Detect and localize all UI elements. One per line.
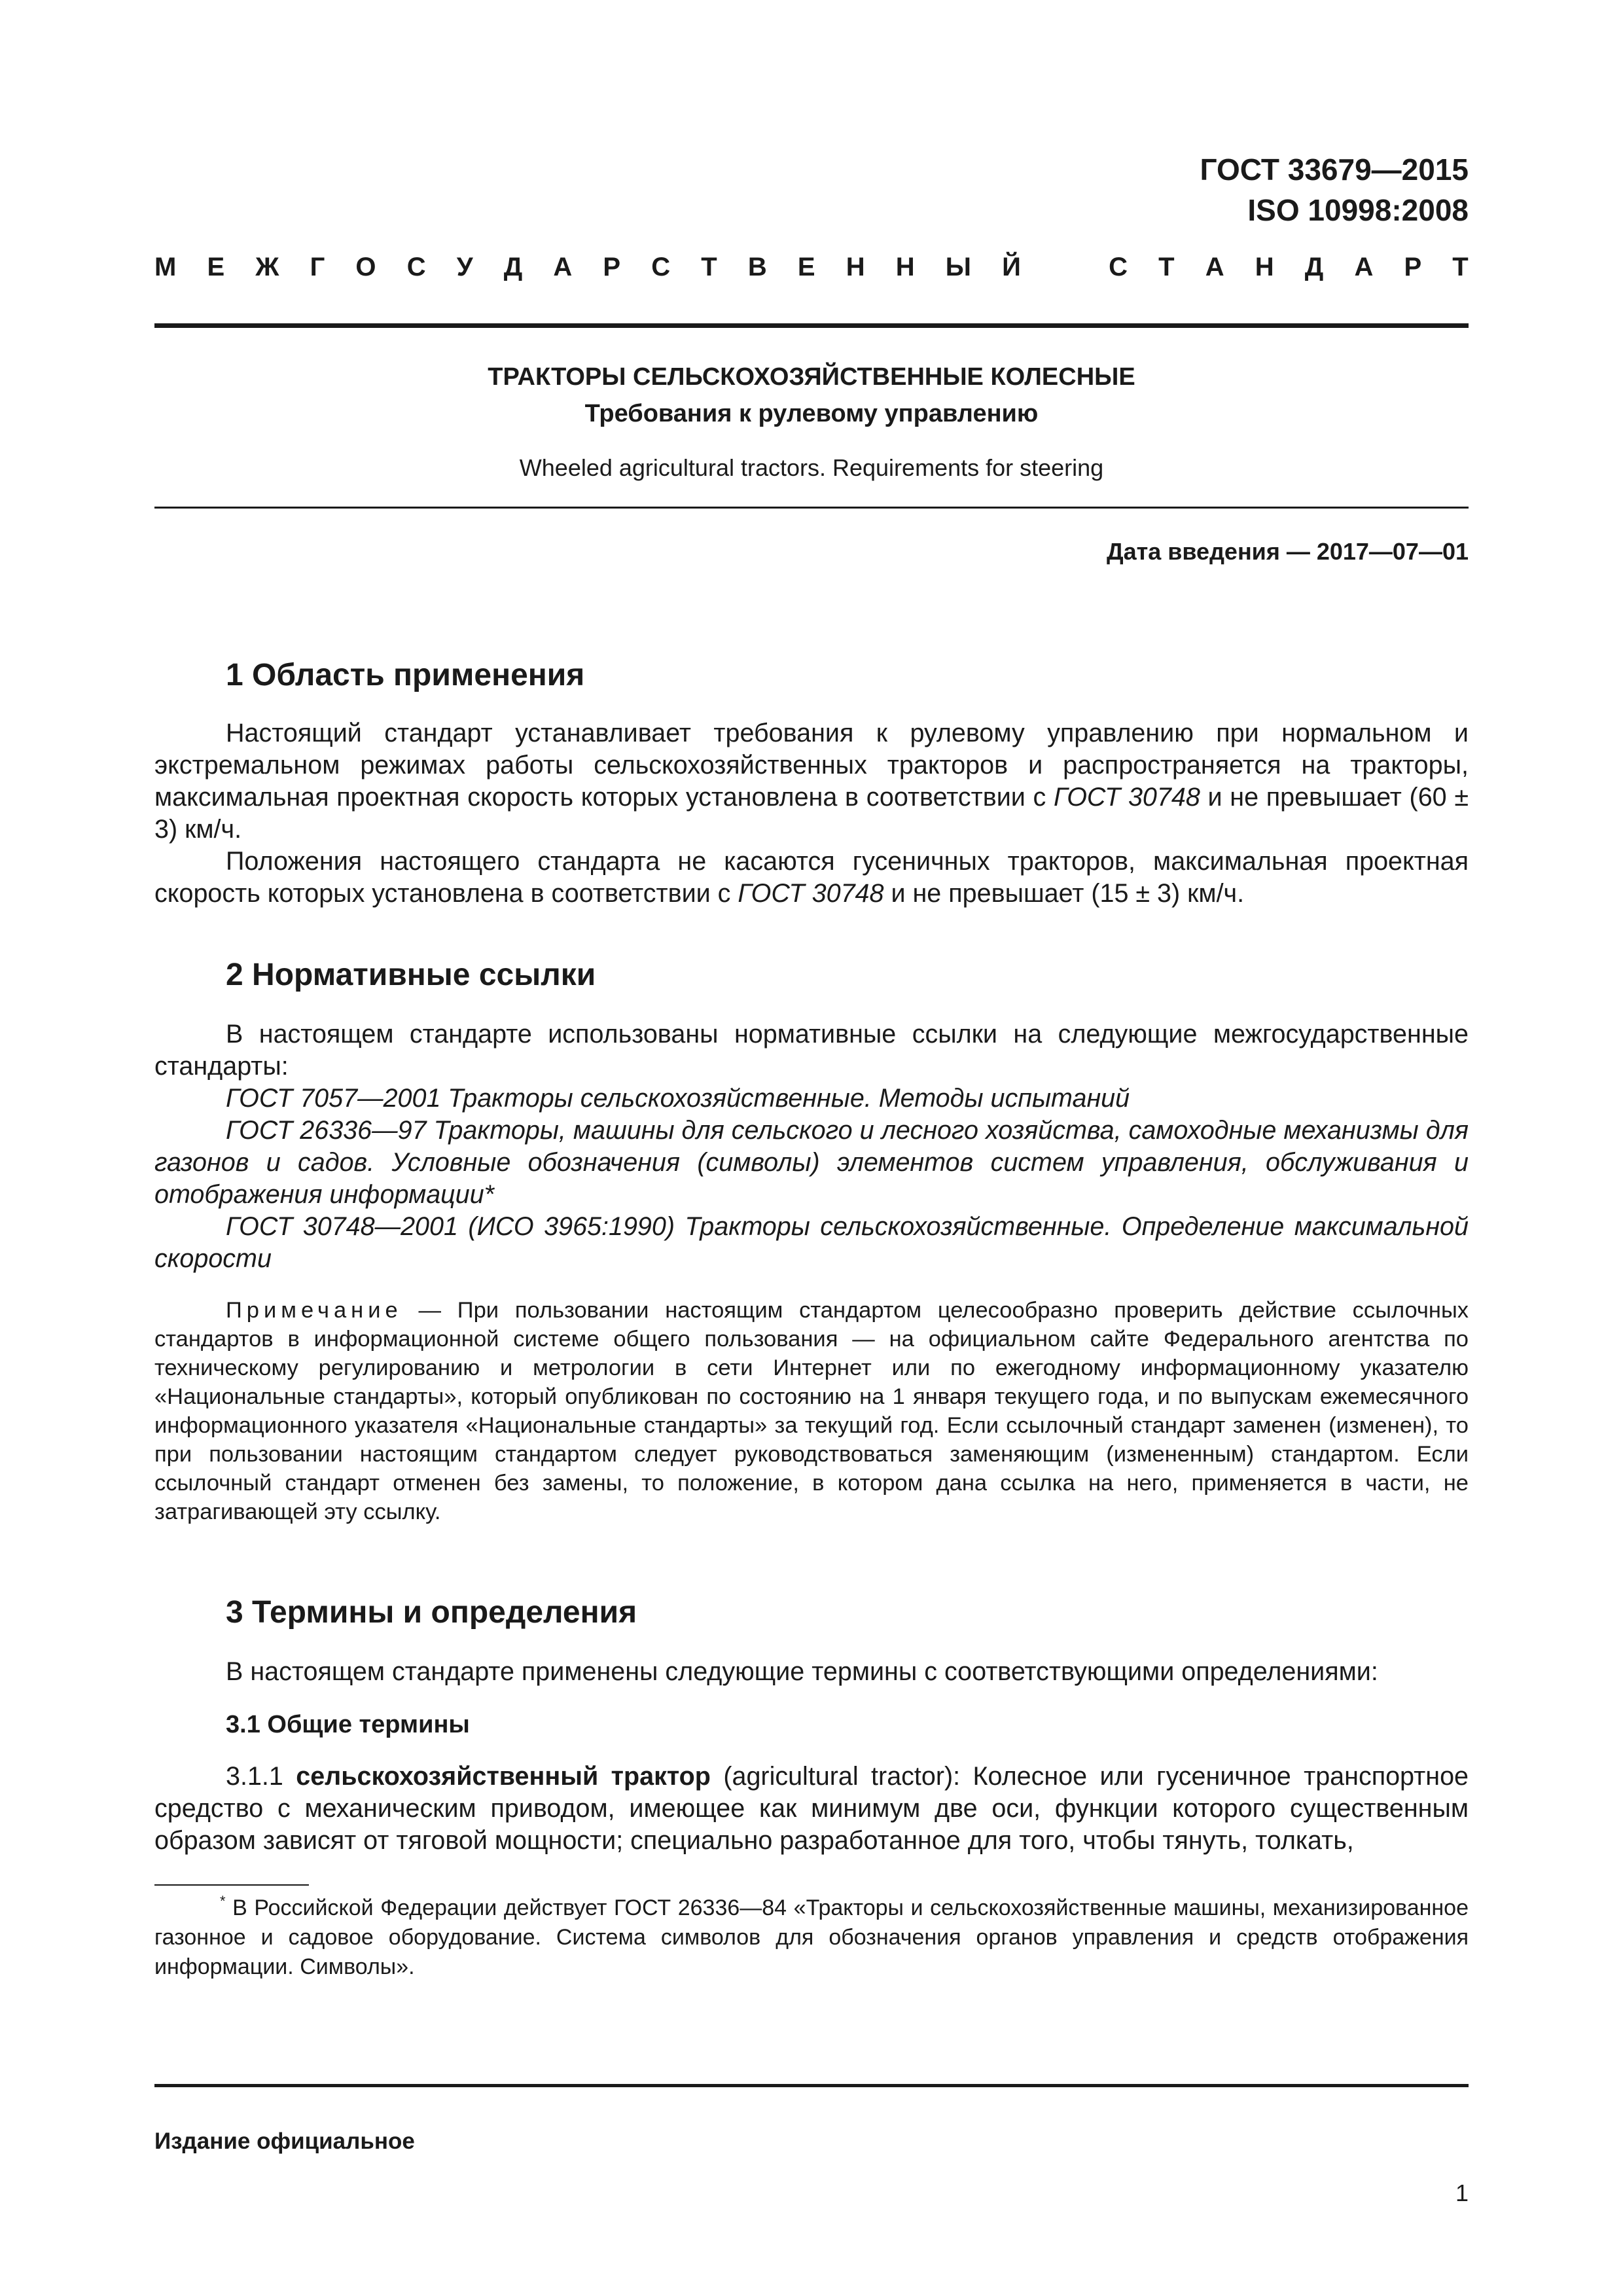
banner-letter: Й — [1002, 253, 1021, 281]
banner-letter: С — [406, 253, 426, 281]
banner-letter: В — [747, 253, 767, 281]
title-main: ТРАКТОРЫ СЕЛЬСКОХОЗЯЙСТВЕННЫЕ КОЛЕСНЫЕ — [488, 363, 1135, 391]
banner-letter: Д — [1304, 253, 1324, 281]
banner-letter: О — [355, 253, 376, 281]
designation-iso: ISO 10998:2008 — [1247, 193, 1469, 227]
banner-letter: Т — [701, 253, 717, 281]
section-1-heading: 1 Область применения — [226, 658, 585, 692]
banner-letter: Н — [846, 253, 865, 281]
note-label: Примечание — [226, 1298, 402, 1323]
section-3-heading: 3 Термины и определения — [226, 1595, 637, 1630]
banner-letter: Е — [797, 253, 815, 281]
banner-letter: А — [1354, 253, 1374, 281]
bottom-rule — [154, 2084, 1469, 2087]
banner-letter: Р — [1404, 253, 1422, 281]
banner-letter: Д — [503, 253, 523, 281]
banner-letter: Р — [603, 253, 621, 281]
ref-gost-30748: ГОСТ 30748 — [1054, 783, 1200, 812]
banner-letter: Е — [207, 253, 225, 281]
footnote: * В Российской Федерации действует ГОСТ 26336—84 «Тракторы и сельскохозяйственные машины, механизированное газонное и садовое оборудование. Система символов для обозначения органов управления и средств отображения информации. Символы». — [154, 1893, 1469, 1979]
section-2-heading: 2 Нормативные ссылки — [226, 958, 596, 992]
top-thick-rule — [154, 323, 1469, 328]
banner-letter: А — [553, 253, 573, 281]
banner-letter: Г — [310, 253, 325, 281]
banner-letter: Н — [895, 253, 915, 281]
banner-letter: Ы — [945, 253, 971, 281]
designation-gost: ГОСТ 33679—2015 — [1200, 152, 1469, 187]
ref-gost-30748: ГОСТ 30748 — [738, 879, 884, 908]
title-rule — [154, 507, 1469, 509]
introduction-date: Дата введения — 2017—07—01 — [1106, 538, 1469, 565]
banner-letter: С — [651, 253, 671, 281]
normative-reference: ГОСТ 7057—2001 Тракторы сельскохозяйственные. Методы испытаний — [226, 1084, 1130, 1113]
term-definition-3-1-1: 3.1.1 сельскохозяйственный трактор (agricultural tractor): Колесное или гусеничное транспортное средство с механическим приводом, имеющее как минимум две оси, функции которого существенным образом зависят от тяговой мощности; специально разработанное для того, чтобы тянуть, толкать, — [154, 1762, 1469, 1855]
banner-letter: Т — [1452, 253, 1469, 281]
subsection-3-1-heading: 3.1 Общие термины — [226, 1711, 470, 1738]
banner-letter: Т — [1158, 253, 1175, 281]
banner-letter: С — [1109, 253, 1128, 281]
banner-letter: А — [1205, 253, 1224, 281]
section-2-intro: В настоящем стандарте использованы нормативные ссылки на следующие межгосударственные стандарты: — [154, 1020, 1469, 1081]
interstate-standard-banner — [154, 253, 1469, 282]
standard-designation — [1200, 149, 1469, 230]
footnote-separator — [154, 1884, 309, 1886]
page-number: 1 — [1455, 2179, 1469, 2206]
banner-letter: М — [154, 253, 177, 281]
section-3-intro: В настоящем стандарте применены следующие термины с соответствующими определениями: — [226, 1657, 1378, 1686]
normative-reference: ГОСТ 26336—97 Тракторы, машины для сельского и лесного хозяйства, самоходные механизмы для газонов и садов. Условные обозначения (символы) элементов систем управления, обслуживания и отображения информации* — [154, 1116, 1469, 1209]
banner-gap — [1052, 253, 1078, 282]
banner-letter: Ж — [255, 253, 279, 281]
english-title: Wheeled agricultural tractors. Requirements for steering — [519, 454, 1104, 481]
title-sub: Требования к рулевому управлению — [584, 400, 1039, 427]
term-name: сельскохозяйственный трактор — [296, 1762, 711, 1791]
banner-letter: У — [456, 253, 473, 281]
reference-note: Примечание — При пользовании настоящим стандартом целесообразно проверить действие ссылочных стандартов в информационной системе общего пользования — на официальном сайте Федерального агентства по техническому регулированию и метрологии в сети Интернет или по ежегодному информационному указателю «Национальные стандарты», который опубликован по состоянию на 1 января текущего года, и по выпускам ежемесячного информационного указателя «Национальные стандарты» за текущий год. Если ссылочный стандарт заменен (изменен), то при пользовании настоящим стандартом следует руководствоваться заменяющим (измененным) стандартом. Если ссылочный стандарт отменен без замены, то положение, в котором дана ссылка на него, применяется в части, не затрагивающей эту ссылку. — [154, 1298, 1469, 1524]
normative-reference: ГОСТ 30748—2001 (ИСО 3965:1990) Тракторы сельскохозяйственные. Определение максимальной скорости — [154, 1212, 1469, 1273]
banner-letter: Н — [1255, 253, 1274, 281]
footnote-mark: * — [220, 1893, 226, 1909]
official-edition-label: Издание официальное — [154, 2128, 415, 2154]
section-1-paragraph-1: Настоящий стандарт устанавливает требования к рулевому управлению при нормальном и экстремальном режимах работы сельскохозяйственных тракторов и распространяется на тракторы, максимальная проектная скорость которых установлена в соответствии с ГОСТ 30748 и не превышает (60 ± 3) км/ч. — [154, 719, 1469, 844]
document-title — [154, 359, 1469, 432]
section-1-paragraph-2: Положения настоящего стандарта не касаются гусеничных тракторов, максимальная проектная скорость которых установлена в соответствии с ГОСТ 30748 и не превышает (15 ± 3) км/ч. — [154, 847, 1469, 908]
